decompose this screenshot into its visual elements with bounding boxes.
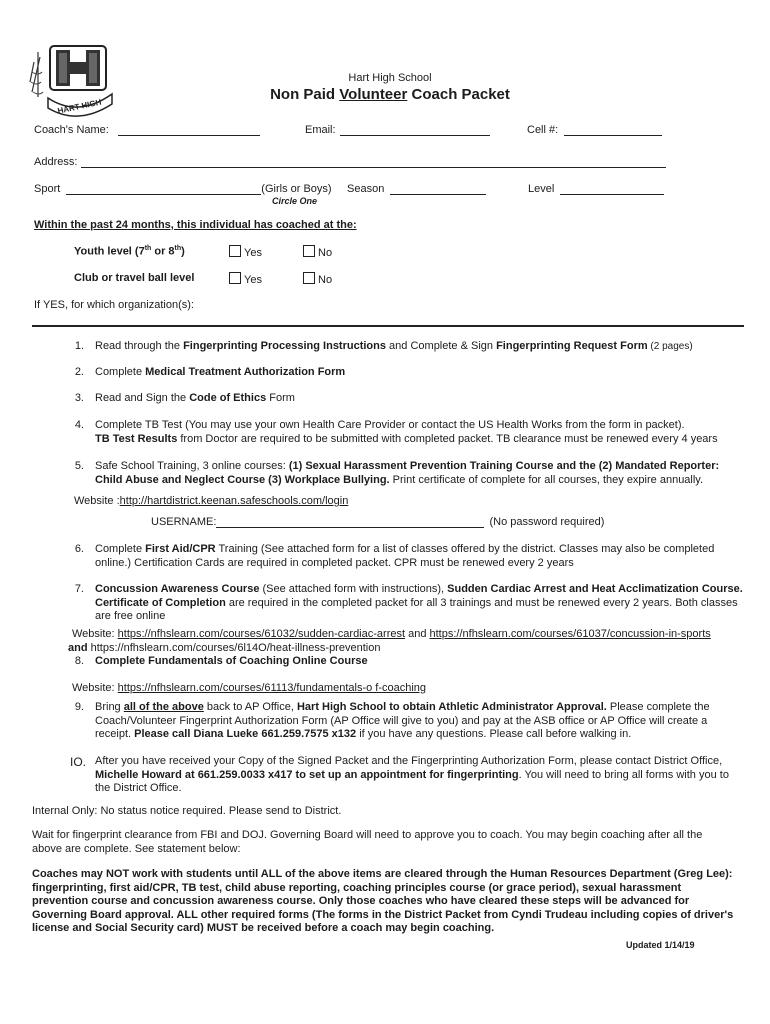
item-number: 2. xyxy=(74,366,84,378)
level-field[interactable]: Level xyxy=(528,183,664,195)
checkbox-icon xyxy=(229,245,241,257)
item-3: Read and Sign the Code of Ethics Form xyxy=(95,392,295,404)
cardiac-arrest-link[interactable]: https://nfhslearn.com/courses/61032/sudden-cardiac-arrest xyxy=(117,628,406,640)
youth-yes-checkbox[interactable]: Yes xyxy=(229,245,262,259)
email-field[interactable]: Email: xyxy=(305,124,490,136)
concussion-link[interactable]: https://nfhslearn.com/courses/61037/concussion-in-sports xyxy=(429,628,711,640)
internal-only-note: Internal Only: No status notice required. Please send to District. xyxy=(32,805,342,817)
checkbox-icon xyxy=(303,272,315,284)
item-9: Bring all of the above back to AP Office, Hart High School to obtain Athletic Administrator Approval. Please complete the Coach/Volunteer Fingerprint Authorization Form (AP Office will give to you) and pay at the ASB office or AP Office will create a receipt. Please call Diana Lueke 661.259.7575 x132 if you have any questions. Please call before walking in. xyxy=(95,701,710,740)
fundamentals-link[interactable]: https://nfhslearn.com/courses/61113/fundamentals-o f-coaching xyxy=(117,682,427,694)
item-8-website: Website: https://nfhslearn.com/courses/61113/fundamentals-o f-coaching xyxy=(72,682,427,694)
divider xyxy=(32,325,744,327)
sport-field[interactable]: Sport (Girls or Boys) xyxy=(34,183,332,195)
item-number: 4. xyxy=(74,419,84,431)
youth-no-checkbox[interactable]: No xyxy=(303,245,332,259)
item-1: Read through the Fingerprinting Processing Instructions and Complete & Sign Fingerprinting Request Form (2 pages) xyxy=(95,340,693,352)
item-5-website: Website :http://hartdistrict.keenan.safeschools.com/login xyxy=(74,495,349,507)
address-field[interactable]: Address: xyxy=(34,156,666,168)
item-7: Concussion Awareness Course (See attached form with instructions), Sudden Cardiac Arrest and Heat Acclimatization Course. Certificate of Completion are required in the completed packet for all 3 trainings and must be renewed every 2 years. Both classes are free online xyxy=(95,583,743,622)
item-number: 7. xyxy=(74,583,84,595)
item-number: 9. xyxy=(74,701,84,713)
updated-date: Updated 1/14/19 xyxy=(626,940,695,950)
organization-label: If YES, for which organization(s): xyxy=(34,299,194,311)
item-number: 6. xyxy=(74,543,84,555)
item-6: Complete First Aid/CPR Training (See attached form for a list of classes offered by the district. Classes may also be completed online.) Certification Cards are required in completed packet. CPR must be renewed every 2 years xyxy=(95,543,715,569)
item-number: IO. xyxy=(70,755,87,769)
heat-illness-link[interactable]: https://nfhslearn.com/courses/6l14O/heat-illness-prevention xyxy=(87,642,381,654)
safeschools-link[interactable]: http://hartdistrict.keenan.safeschools.com/login xyxy=(119,495,349,507)
youth-level-label: Youth level (7th or 8th) xyxy=(74,245,185,258)
club-no-checkbox[interactable]: No xyxy=(303,272,332,286)
item-number: 8. xyxy=(74,655,84,667)
page-title: Non Paid Volunteer Coach Packet xyxy=(270,86,510,103)
checkbox-icon xyxy=(303,245,315,257)
girls-boys-choice[interactable]: (Girls or Boys) xyxy=(261,183,332,195)
wait-note: Wait for fingerprint clearance from FBI and DOJ. Governing Board will need to approve you to coach. You may begin coaching after all the above are complete. See statement below: xyxy=(32,829,703,855)
club-level-label: Club or travel ball level xyxy=(74,272,195,284)
item-8: Complete Fundamentals of Coaching Online Course xyxy=(95,655,368,667)
season-field[interactable]: Season xyxy=(347,183,486,195)
checkbox-icon xyxy=(229,272,241,284)
item-10: After you have received your Copy of the Signed Packet and the Fingerprinting Authorization Form, please contact District Office, Michelle Howard at 661.259.0033 x417 to set up an appointment for fingerprinting. You will need to bring all forms with you to the District Office. xyxy=(95,755,729,794)
username-field[interactable]: USERNAME: (No password required) xyxy=(151,516,605,528)
cell-field[interactable]: Cell #: xyxy=(527,124,662,136)
item-5: Safe School Training, 3 online courses: (1) Sexual Harassment Prevention Training Course and the (2) Mandated Reporter: Child Abuse and Neglect Course (3) Workplace Bullying. Print certificate of complete for all courses, they expire annually. xyxy=(95,460,720,486)
history-heading: Within the past 24 months, this individual has coached at the: xyxy=(34,219,357,231)
item-4: Complete TB Test (You may use your own Health Care Provider or contact the US Health Works from the form in packet). TB Test Results from Doctor are required to be submitted with completed packet. TB clearance must be renewed every 4 years xyxy=(95,419,718,445)
coach-name-field[interactable]: Coach's Name: xyxy=(34,124,260,136)
club-yes-checkbox[interactable]: Yes xyxy=(229,272,262,286)
item-7-heat-link-row: and https://nfhslearn.com/courses/6l14O/heat-illness-prevention xyxy=(68,642,381,654)
item-number: 1. xyxy=(74,340,84,352)
item-2: Complete Medical Treatment Authorization Form xyxy=(95,366,346,378)
item-7-websites: Website: https://nfhslearn.com/courses/61032/sudden-cardiac-arrest and https://nfhslearn.com/courses/61037/concussion-in-sports xyxy=(72,628,711,640)
svg-text:HART HIGH: HART HIGH xyxy=(56,97,103,116)
school-name: Hart High School xyxy=(348,72,432,84)
item-number: 3. xyxy=(74,392,84,404)
coaches-statement: Coaches may NOT work with students until ALL of the above items are cleared through the Human Resources Department (Greg Lee): fingerprinting, first aid/CPR, TB test, child abuse reporting, coaching principles course (or grace period), sexual harassment prevention course and concussion awareness course. Only those coaches who have cleared these steps will be advanced for Governing Board approval. ALL other required forms (The forms in the District Packet from Cyndi Trudeau including copies of driver's license and Social Security card) MUST be received before a coach may begin coaching. xyxy=(32,868,734,934)
circle-one-note: Circle One xyxy=(272,196,318,206)
item-number: 5. xyxy=(74,460,84,472)
